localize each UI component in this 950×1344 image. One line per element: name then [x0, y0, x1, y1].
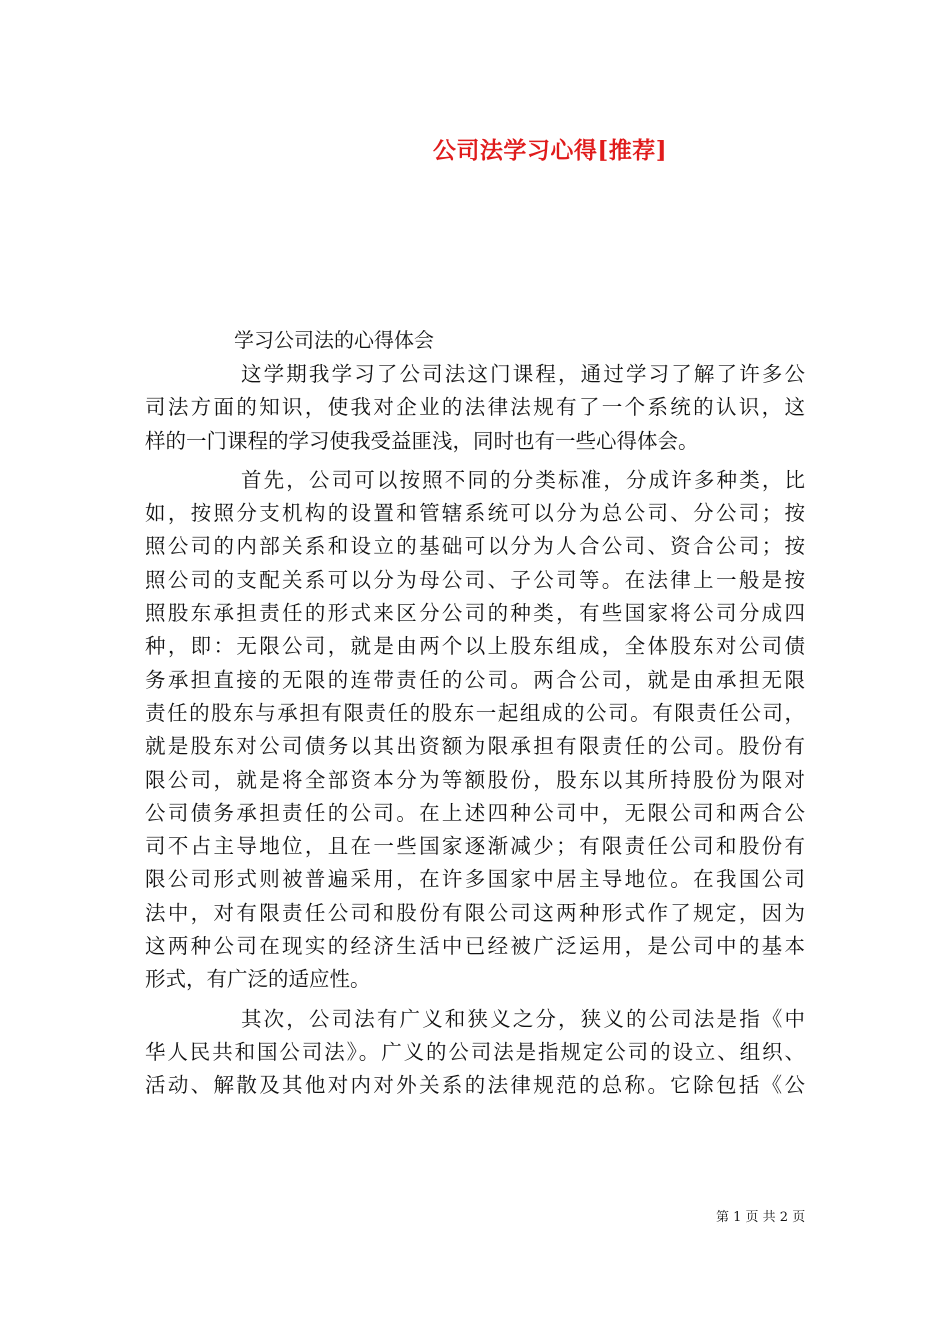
text-line: 法中，对有限责任公司和股份有限公司这两种形式作了规定，因为 [145, 900, 805, 925]
text-line: 首先，公司可以按照不同的分类标准，分成许多种类，比 [241, 467, 805, 492]
text-line: 如，按照分支机构的设置和管辖系统可以分为总公司、分公司；按 [145, 501, 805, 526]
paragraph [145, 358, 805, 458]
text-line: 形式，有广泛的适应性。 [145, 967, 371, 992]
text-line: 样的一门课程的学习使我受益匪浅，同时也有一些心得体会。 [145, 428, 699, 453]
text-line: 种，即：无限公司，就是由两个以上股东组成，全体股东对公司债 [145, 634, 805, 659]
text-line: 务承担直接的无限的连带责任的公司。两合公司，就是由承担无限 [145, 667, 805, 692]
paragraph [145, 464, 805, 997]
text-line: 限公司，就是将全部资本分为等额股份，股东以其所持股份为限对 [145, 767, 805, 792]
text-line: 活动、解散及其他对内对外关系的法律规范的总称。它除包括《公 [145, 1073, 805, 1098]
text-line: 其次，公司法有广义和狭义之分，狭义的公司法是指《中 [241, 1006, 805, 1031]
text-line: 照公司的支配关系可以分为母公司、子公司等。在法律上一般是按 [145, 567, 805, 592]
document-title: 公司法学习心得[推荐] [432, 137, 668, 164]
text-line: 照股东承担责任的形式来区分公司的种类，有些国家将公司分成四 [145, 601, 805, 626]
text-line: 这两种公司在现实的经济生活中已经被广泛运用，是公司中的基本 [145, 934, 805, 959]
text-line: 照公司的内部关系和设立的基础可以分为人合公司、资合公司；按 [145, 534, 805, 559]
page-footer: 第 1 页 共 2 页 [716, 1210, 806, 1225]
text-line: 公司债务承担责任的公司。在上述四种公司中，无限公司和两合公 [145, 800, 805, 825]
text-line: 司不占主导地位，且在一些国家逐渐减少；有限责任公司和股份有 [145, 834, 805, 859]
text-line: 就是股东对公司债务以其出资额为限承担有限责任的公司。股份有 [145, 734, 805, 759]
text-line: 华人民共和国公司法》。广义的公司法是指规定公司的设立、组织、 [145, 1039, 805, 1064]
document-subtitle: 学习公司法的心得体会 [234, 328, 434, 352]
text-line: 责任的股东与承担有限责任的股东一起组成的公司。有限责任公司， [145, 700, 805, 725]
text-line: 这学期我学习了公司法这门课程，通过学习了解了许多公 [241, 362, 805, 386]
text-line: 限公司形式则被普遍采用，在许多国家中居主导地位。在我国公司 [145, 867, 805, 892]
text-line: 司法方面的知识，使我对企业的法律法规有了一个系统的认识，这 [145, 395, 805, 420]
paragraph [145, 1003, 805, 1103]
document-body [145, 358, 805, 1103]
